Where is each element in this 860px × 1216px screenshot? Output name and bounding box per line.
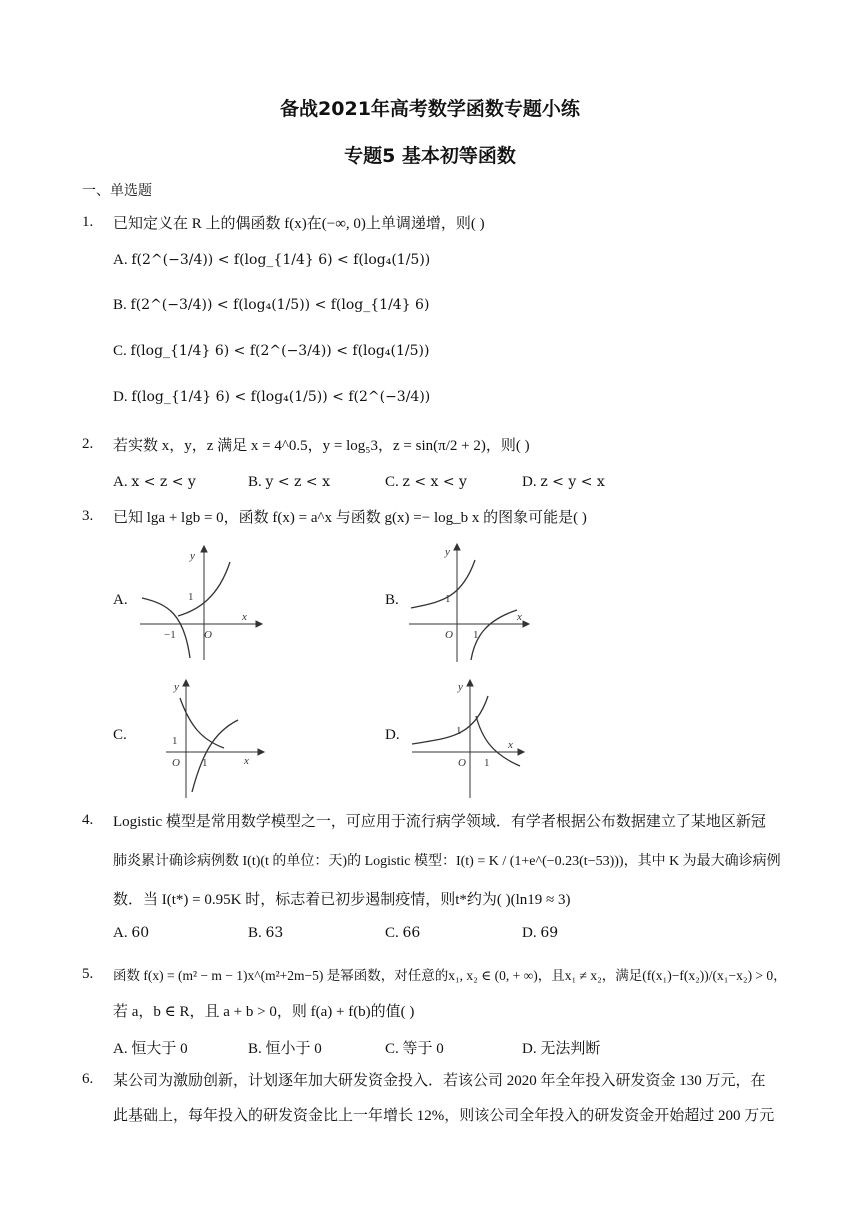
option-text: 无法判断 [540, 1041, 601, 1057]
axis-label-y: y [174, 681, 179, 693]
question-stem-line: 肺炎累计确诊病例数 I(t)(t 的单位：天)的 Logistic 模型：I(t) = K / (1+e^(−0.23(t−53)))，其中 K 为最大确诊病例 [113, 854, 781, 869]
option-4a [113, 925, 149, 942]
question-stem: 若实数 x，y，z 满足 x = 4^0.5，y = log₅3，z = sin(π/2 + 2)，则( ) [113, 438, 530, 454]
question-number: 1. [82, 214, 94, 230]
option-text: 等于 0 [402, 1041, 444, 1057]
origin-label: O [445, 629, 453, 641]
document-title: 备战2021年高考数学函数专题小练 [280, 98, 580, 120]
question-number: 4. [82, 812, 94, 828]
graph-option-c [162, 676, 268, 800]
tick-label-1: 1 [445, 593, 451, 605]
origin-label: O [204, 629, 212, 641]
option-3c-label: C. [113, 727, 127, 743]
option-1b [113, 297, 429, 314]
option-label: B. [113, 297, 127, 313]
option-text: 69 [540, 925, 559, 941]
option-2d [522, 474, 605, 491]
option-1d [113, 389, 430, 406]
question-number: 2. [82, 436, 94, 452]
tick-label-x1: 1 [484, 757, 490, 769]
tick-label-x1: 1 [202, 757, 208, 769]
option-2b [248, 474, 330, 491]
graph-option-d [408, 676, 528, 800]
question-number: 5. [82, 966, 94, 982]
graph-option-a [138, 542, 268, 662]
option-4b [248, 925, 283, 942]
option-text: f(log_{1/4} 6) < f(2^(−3/4)) < f(log₄(1/5)) [130, 343, 430, 359]
axis-label-y: y [445, 546, 450, 558]
option-text: f(log_{1/4} 6) < f(log₄(1/5)) < f(2^(−3/4)) [131, 389, 431, 405]
option-4d [522, 925, 558, 942]
option-1a [113, 252, 430, 269]
tick-label-1: 1 [456, 725, 462, 737]
option-text: f(2^(−3/4)) < f(log_{1/4} 6) < f(log₄(1/5)) [131, 252, 431, 268]
option-label: D. [522, 1041, 537, 1057]
option-text: 63 [265, 925, 284, 941]
option-label: A. [113, 1041, 128, 1057]
option-text: z < x < y [402, 474, 467, 490]
option-text: 66 [402, 925, 421, 941]
option-text: 恒小于 0 [265, 1041, 322, 1057]
question-stem-line: Logistic 模型是常用数学模型之一，可应用于流行病学领域．有学者根据公布数据建立了某地区新冠 [113, 814, 766, 830]
axis-label-x: x [517, 611, 522, 623]
option-text: f(2^(−3/4)) < f(log₄(1/5)) < f(log_{1/4} 6) [130, 297, 430, 313]
question-stem-line: 函数 f(x) = (m² − m − 1)x^(m²+2m−5) 是幂函数，对任意的x₁, x₂ ∈ (0, + ∞)，且x₁ ≠ x₂，满足(f(x₁)−f(x₂))/(x₁−x₂) > 0， [113, 968, 787, 983]
option-text: 60 [131, 925, 150, 941]
tick-label-neg1: −1 [164, 629, 176, 641]
tick-label-1: 1 [188, 591, 194, 603]
option-1c [113, 343, 429, 360]
document-subtitle: 专题5 基本初等函数 [344, 145, 516, 167]
section-heading: 一、单选题 [82, 183, 152, 199]
option-label: A. [113, 925, 128, 941]
option-label: A. [113, 252, 128, 268]
option-label: C. [385, 925, 399, 941]
option-5b [248, 1037, 322, 1058]
option-5d [522, 1037, 600, 1058]
option-label: B. [248, 474, 262, 490]
option-2c [385, 474, 467, 491]
option-label: C. [385, 474, 399, 490]
tick-label-1: 1 [172, 735, 178, 747]
option-3b-label: B. [385, 592, 399, 608]
axis-label-y: y [190, 550, 195, 562]
option-label: D. [113, 389, 128, 405]
option-5c [385, 1037, 444, 1058]
axis-label-x: x [508, 739, 513, 751]
option-label: B. [248, 925, 262, 941]
option-label: D. [522, 925, 537, 941]
option-text: z < y < x [540, 474, 605, 490]
question-stem-line: 数．当 I(t*) = 0.95K 时，标志着已初步遏制疫情，则t*约为( )(ln19 ≈ 3) [113, 892, 571, 908]
option-label: C. [113, 343, 127, 359]
question-stem-line: 若 a，b ∈ R，且 a + b > 0，则 f(a) + f(b)的值( ) [113, 1004, 415, 1020]
axis-label-x: x [244, 755, 249, 767]
tick-label-x1: 1 [473, 629, 479, 641]
option-label: C. [385, 1041, 399, 1057]
option-text: 恒大于 0 [131, 1041, 188, 1057]
question-number: 3. [82, 508, 94, 524]
question-stem-line: 某公司为激励创新，计划逐年加大研发资金投入．若该公司 2020 年全年投入研发资金 130 万元，在 [113, 1073, 766, 1089]
option-text: y < z < x [265, 474, 330, 490]
option-label: A. [113, 474, 128, 490]
option-2a [113, 474, 196, 491]
graph-option-b [405, 540, 535, 664]
option-4c [385, 925, 420, 942]
question-stem-line: 此基础上，每年投入的研发资金比上一年增长 12%，则该公司全年投入的研发资金开始超过 200 万元 [113, 1108, 775, 1124]
option-3a-label: A. [113, 592, 128, 608]
option-text: x < z < y [131, 474, 196, 490]
question-stem: 已知 lga + lgb = 0，函数 f(x) = a^x 与函数 g(x) =− log_b x 的图象可能是( ) [113, 510, 587, 526]
origin-label: O [458, 757, 466, 769]
option-label: D. [522, 474, 537, 490]
question-stem: 已知定义在 R 上的偶函数 f(x)在(−∞, 0)上单调递增，则( ) [113, 216, 485, 232]
axis-label-y: y [458, 681, 463, 693]
origin-label: O [172, 757, 180, 769]
option-label: B. [248, 1041, 262, 1057]
question-number: 6. [82, 1071, 94, 1087]
option-5a [113, 1037, 188, 1058]
axis-label-x: x [242, 611, 247, 623]
option-3d-label: D. [385, 727, 400, 743]
